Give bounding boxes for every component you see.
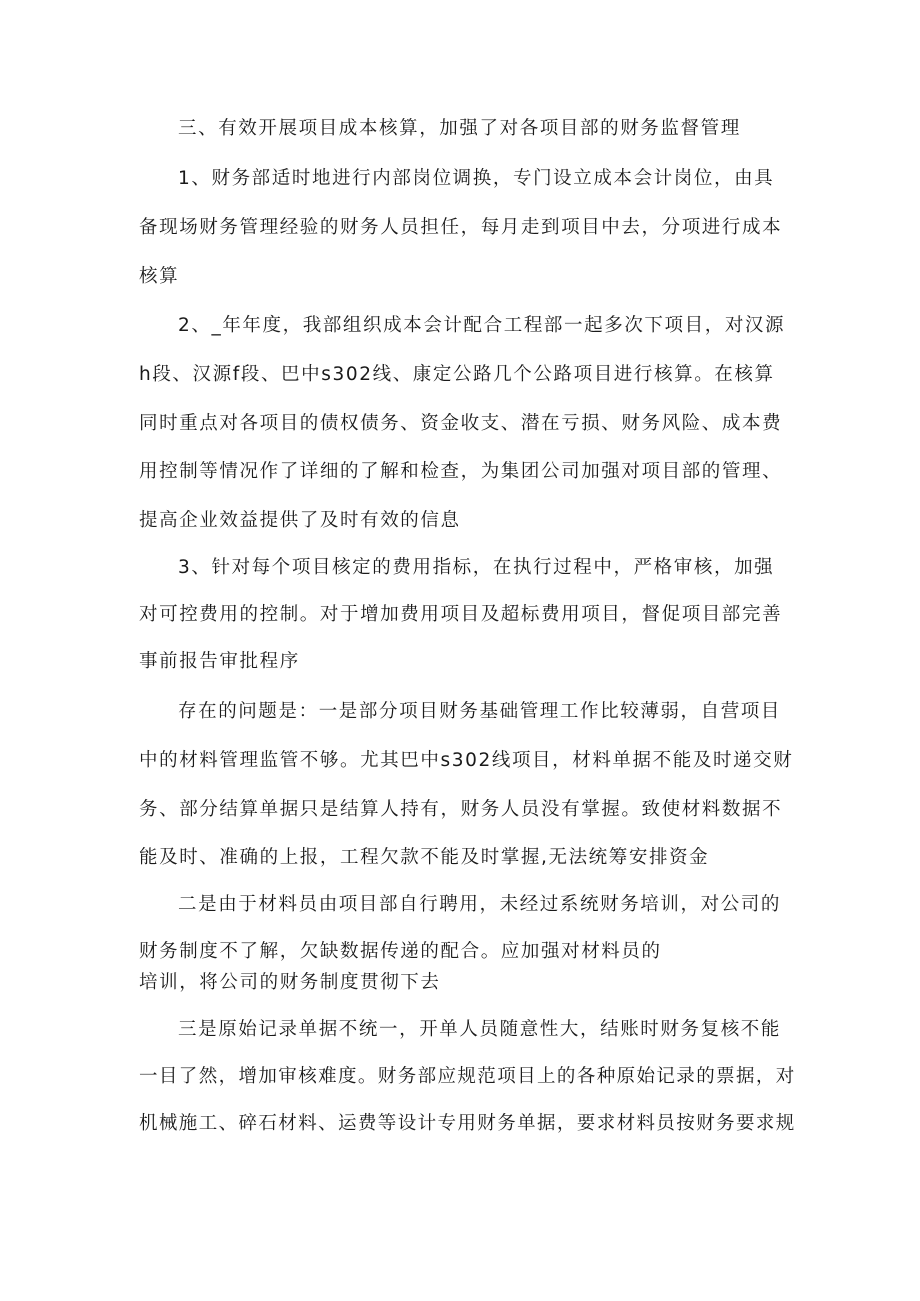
paragraph-4-line-3: 务、部分结算单据只是结算人持有，财务人员没有掌握。致使材料数据不 [139,799,783,820]
paragraph-5-line-3: 培训，将公司的财务制度贯彻下去 [139,972,441,993]
paragraph-4-line-4: 能及时、准确的上报，工程欠款不能及时掌握,无法统筹安排资金 [139,847,710,868]
paragraph-3-line-2: 对可控费用的控制。对于增加费用项目及超标费用项目，督促项目部完善 [139,604,783,625]
paragraph-1-line-2: 备现场财务管理经验的财务人员担任，每月走到项目中去，分项进行成本 [139,217,783,238]
paragraph-5-line-1: 二是由于材料员由项目部自行聘用，未经过系统财务培训，对公司的 [178,894,782,915]
section-heading: 三、有效开展项目成本核算，加强了对各项目部的财务监督管理 [178,118,741,139]
paragraph-1-line-3: 核算 [139,266,180,287]
paragraph-1-line-1: 1、财务部适时地进行内部岗位调换，专门设立成本会计岗位，由具 [178,168,775,189]
paragraph-2-line-1: 2、_年年度，我部组织成本会计配合工程部一起多次下项目，对汉源 [178,315,786,336]
paragraph-2-line-5: 提高企业效益提供了及时有效的信息 [139,510,461,531]
paragraph-2-line-2: h段、汉源f段、巴中s302线、康定公路几个公路项目进行核算。在核算 [139,364,775,385]
paragraph-2-line-3: 同时重点对各项目的债权债务、资金收支、潜在亏损、财务风险、成本费 [139,413,783,434]
paragraph-2-line-4: 用控制等情况作了详细的了解和检查，为集团公司加强对项目部的管理、 [139,461,783,482]
paragraph-4-line-1: 存在的问题是：一是部分项目财务基础管理工作比较薄弱，自营项目 [178,701,782,722]
paragraph-3-line-1: 3、针对每个项目核定的费用指标，在执行过程中，严格审核，加强 [178,557,775,578]
paragraph-6-line-1: 三是原始记录单据不统一，开单人员随意性大，结账时财务复核不能 [178,1019,782,1040]
paragraph-3-line-3: 事前报告审批程序 [139,651,300,672]
paragraph-6-line-2: 一目了然，增加审核难度。财务部应规范项目上的各种原始记录的票据，对 [139,1066,796,1087]
paragraph-6-line-3: 机械施工、碎石材料、运费等设计专用财务单据，要求材料员按财务要求规 [139,1113,796,1134]
paragraph-4-line-2: 中的材料管理监管不够。尤其巴中s302线项目，材料单据不能及时递交财 [139,750,794,771]
paragraph-5-line-2: 财务制度不了解，欠缺数据传递的配合。应加强对材料员的 [139,941,662,962]
